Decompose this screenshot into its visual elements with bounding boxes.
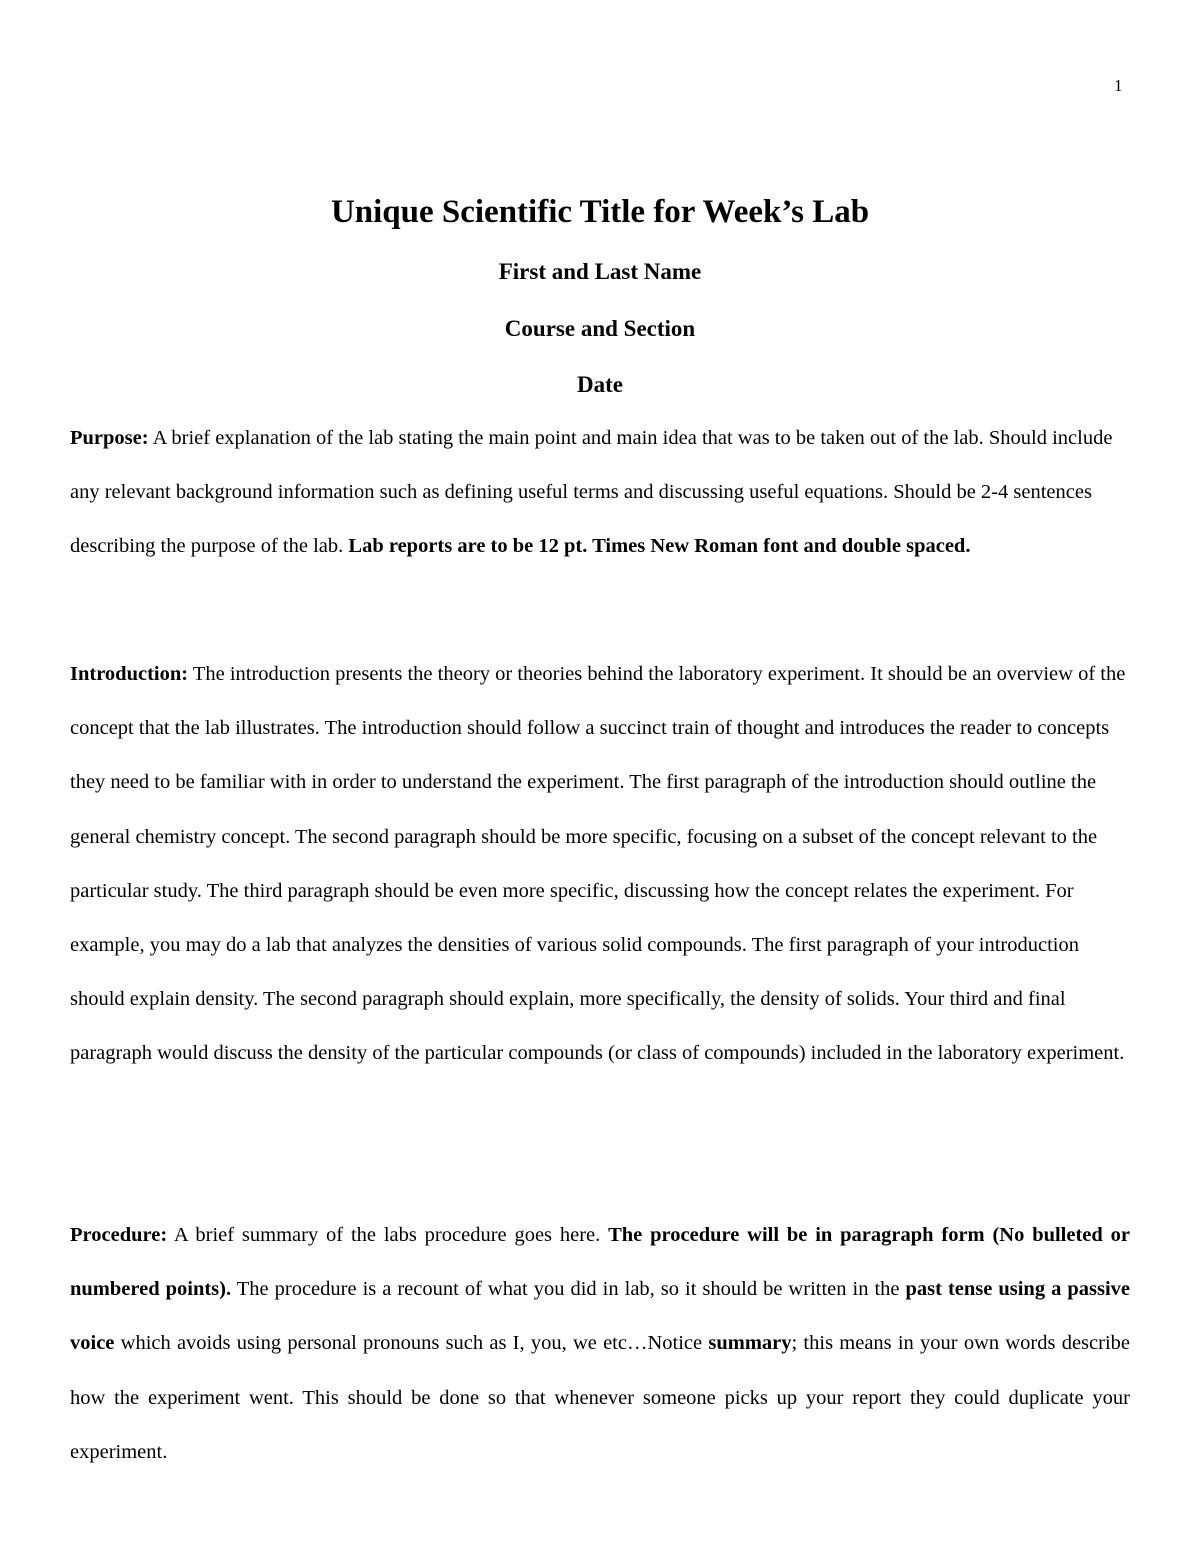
page-title: Unique Scientific Title for Week’s Lab — [330, 194, 870, 230]
procedure-text-1: A brief summary of the labs procedure goes here. — [167, 1224, 609, 1246]
procedure-text-2: The procedure is a recount of what you did in lab, so it should be written in the — [231, 1278, 906, 1301]
procedure-emphasis-2: past tense using a passive voice — [70, 1278, 1130, 1355]
purpose-text: A brief explanation of the lab stating the main point and main idea that was to be taken out of the lab. Should include any relevant background information such as defining useful terms and discussing useful equations. Should be 2-4 sentences describing the purpose of the lab. — [70, 427, 1113, 558]
purpose-paragraph — [70, 411, 1130, 574]
procedure-text-4: ; this means in your own words describe how the experiment went. This should be done so that whenever someone picks up your report they could duplicate your experiment. — [70, 1332, 1131, 1463]
date-line: Date — [577, 372, 623, 397]
purpose-emphasis: Lab reports are to be 12 pt. Times New Roman font and double spaced. — [348, 535, 971, 558]
introduction-paragraph — [70, 647, 1130, 1081]
course-line: Course and Section — [504, 316, 696, 341]
purpose-heading: Purpose: — [70, 427, 149, 449]
procedure-paragraph — [70, 1208, 1130, 1479]
author-line: First and Last Name — [498, 259, 702, 284]
procedure-emphasis-3: summary — [708, 1332, 792, 1355]
page-number: 1 — [1114, 76, 1123, 95]
procedure-heading: Procedure: — [70, 1224, 168, 1246]
procedure-emphasis-1: The procedure will be in paragraph form (No bulleted or numbered points). — [70, 1224, 1130, 1301]
procedure-text-3: which avoids using personal pronouns such as I, you, we etc…Notice — [114, 1332, 709, 1355]
introduction-text: The introduction presents the theory or theories behind the laboratory experiment. It should be an overview of the concept that the lab illustrates. The introduction should follow a succinct train of thought and introduces the reader to concepts they need to be familiar with in order to understand the experiment. The first paragraph of the introduction should outline the general chemistry concept. The second paragraph should be more specific, focusing on a subset of the concept relevant to the particular study. The third paragraph should be even more specific, discussing how the concept relates the experiment. For example, you may do a lab that analyzes the densities of various solid compounds. The first paragraph of your introduction should explain density. The second paragraph should explain, more specifically, the density of solids. Your third and final paragraph would discuss the density of the particular compounds (or class of compounds) included in the laboratory experiment. — [70, 663, 1126, 1065]
introduction-heading: Introduction: — [70, 663, 189, 685]
